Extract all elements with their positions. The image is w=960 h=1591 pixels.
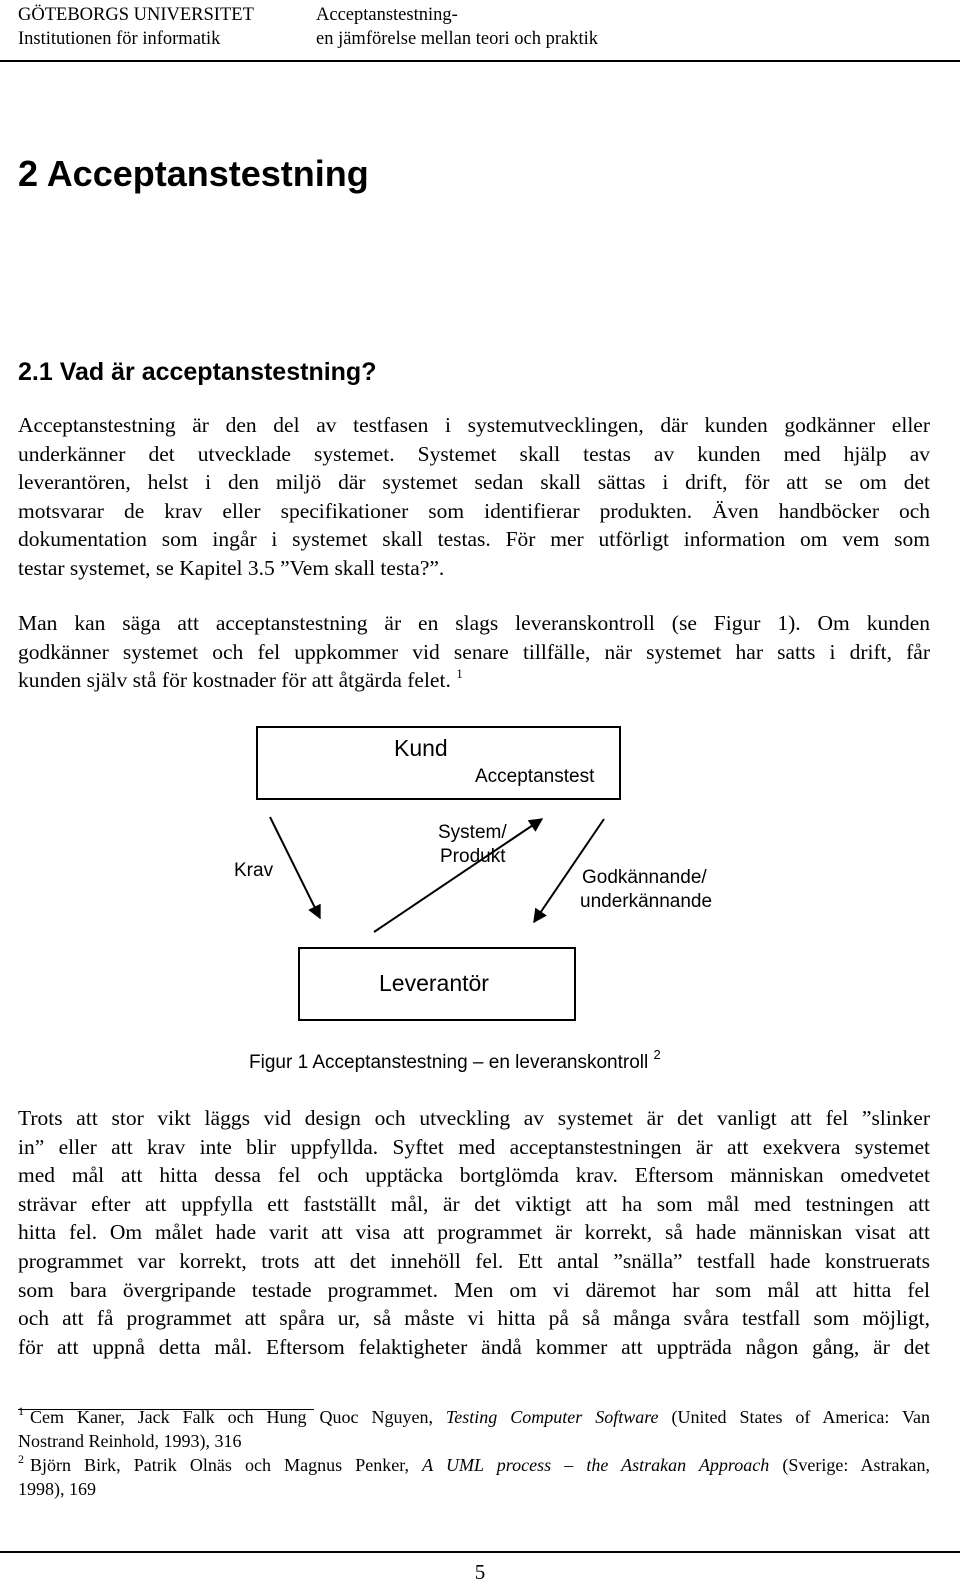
para3-line: med mål att hitta dessa fel och upptäcka bortglömda krav. Eftersom människan omedvetet <box>18 1163 930 1188</box>
system-label-line1: System/ <box>438 822 507 843</box>
header-doc-title: Acceptanstestning- <box>316 5 458 25</box>
figure-caption-text: Figur 1 Acceptanstestning – en leveranskontroll <box>249 1052 649 1073</box>
para1-line: motsvarar de krav eller specifikationer som identifierar produkten. Även handböcker och <box>18 498 930 523</box>
footnote-2-title: A UML process – the Astrakan Approach <box>422 1455 770 1475</box>
godkannande-label-line1: Godkännande/ <box>582 867 707 888</box>
header-rule <box>0 60 960 62</box>
acceptanstest-label: Acceptanstest <box>475 766 595 787</box>
para1-line: leverantören, helst i den miljö där systemet sedan skall sättas i drift, för att se om det <box>18 470 930 495</box>
para1-line: Acceptanstestning är den del av testfasen i systemutvecklingen, där kunden godkänner eller <box>18 413 930 437</box>
footnote-2-authors: Björn Birk, Patrik Olnäs och Magnus Penker, <box>30 1455 423 1475</box>
paragraph-2 <box>18 609 930 695</box>
leverantor-label: Leverantör <box>379 970 489 996</box>
footnote-1-authors: Cem Kaner, Jack Falk och Hung Quoc Nguyen, <box>30 1407 446 1427</box>
footer-rule <box>0 1551 960 1553</box>
paragraph-1 <box>18 411 930 583</box>
figure-caption <box>249 1047 661 1075</box>
para1-line: underkänner det utvecklade systemet. Systemet skall testas av kunden med hjälp av <box>18 441 930 466</box>
para3-line: programmet var korrekt, trots att det innehöll fel. Ett antal ”snälla” testfall hade konstruerats <box>18 1248 930 1273</box>
section-heading: 2.1 Vad är acceptanstestning? <box>18 358 377 386</box>
footnote-2-number: 2 <box>18 1452 24 1466</box>
para2-line <box>18 666 930 695</box>
chapter-heading: 2 Acceptanstestning <box>18 153 369 194</box>
footnote-2 <box>18 1453 930 1501</box>
footnote-1-number: 1 <box>18 1404 24 1418</box>
footnote-2-publisher: (Sverige: Astrakan, <box>769 1455 930 1475</box>
footnote-1-publisher: (United States of America: Van <box>658 1407 930 1427</box>
para2-line: Man kan säga att acceptanstestning är en slags leveranskontroll (se Figur 1). Om kunden <box>18 611 930 635</box>
krav-label: Krav <box>234 860 274 881</box>
header-doc-subtitle: en jämförelse mellan teori och praktik <box>316 29 599 49</box>
footnote-1-line2: Nostrand Reinhold, 1993), 316 <box>18 1431 242 1451</box>
kund-label: Kund <box>394 735 448 761</box>
header-university: GÖTEBORGS UNIVERSITET <box>18 5 254 25</box>
godkannande-label-line2: underkännande <box>580 891 713 912</box>
para3-line: strävar efter att uppfylla ett fastställt mål, är det viktigt att ha som mål med testningen att <box>18 1191 930 1216</box>
para1-line: testar systemet, se Kapitel 3.5 ”Vem skall testa?”. <box>18 555 445 580</box>
footnote-2-line1 <box>18 1453 930 1477</box>
footnote-ref-2[interactable]: 2 <box>653 1047 661 1062</box>
figure-1-diagram <box>0 720 960 1040</box>
header-department: Institutionen för informatik <box>18 29 221 49</box>
page-number: 5 <box>474 1560 486 1584</box>
paragraph-3 <box>18 1104 930 1361</box>
para3-line: Trots att stor vikt läggs vid design och utveckling av systemet är det vanligt att fel ”slinker <box>18 1106 930 1130</box>
footnote-1 <box>18 1405 930 1453</box>
para2-line: godkänner systemet och fel uppkommer vid senare tillfälle, när systemet har satts i drift, får <box>18 639 930 664</box>
footnote-1-line1 <box>18 1405 930 1429</box>
system-label-line2: Produkt <box>440 846 506 867</box>
para1-line: dokumentation som ingår i systemet skall testas. För mer utförligt information om vem som <box>18 527 930 552</box>
para3-line: som bara övergripande testade programmet. Men om vi däremot har som mål att hitta fel <box>18 1277 930 1302</box>
para3-line: och att få programmet att spåra ur, så måste vi hitta på så många svåra testfall som möjligt, <box>18 1306 930 1331</box>
footnote-ref-1[interactable]: 1 <box>456 666 463 682</box>
para3-line: för att uppnå detta mål. Eftersom felaktigheter ändå kommer att uppträda någon gång, är det <box>18 1334 930 1359</box>
arrow-krav <box>270 817 320 918</box>
para2-line-text: kunden själv stå för kostnader för att åtgärda felet. <box>18 668 451 693</box>
footnote-2-line2: 1998), 169 <box>18 1479 96 1499</box>
para3-line: hitta fel. Om målet hade varit att visa att programmet är korrekt, så hade människan visat att <box>18 1220 930 1245</box>
para3-line: in” eller att krav inte blir uppfyllda. Syftet med acceptanstestningen är att exekvera systemet <box>18 1134 930 1159</box>
footnote-1-title: Testing Computer Software <box>445 1407 659 1427</box>
